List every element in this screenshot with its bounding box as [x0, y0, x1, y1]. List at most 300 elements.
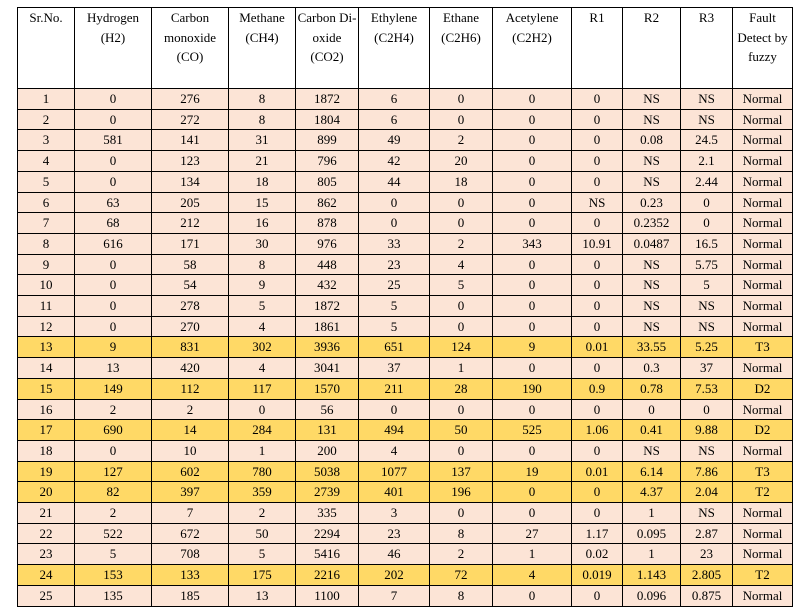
cell-carbon-dioxide: 1872 — [296, 89, 359, 110]
cell-acetylene: 343 — [493, 233, 572, 254]
cell-ethylene: 49 — [359, 130, 430, 151]
cell-carbon-dioxide: 2739 — [296, 482, 359, 503]
cell-fault-detect: Normal — [733, 233, 793, 254]
table-row — [18, 482, 793, 503]
cell-methane: 8 — [229, 89, 296, 110]
cell-fault-detect: Normal — [733, 544, 793, 565]
table-row — [18, 440, 793, 461]
cell-hydrogen: 2 — [75, 503, 152, 524]
cell-r2: 0.41 — [623, 420, 681, 441]
table-row — [18, 565, 793, 586]
cell-ethylene: 0 — [359, 213, 430, 234]
cell-carbon-dioxide: 1861 — [296, 316, 359, 337]
cell-carbon-dioxide: 5416 — [296, 544, 359, 565]
table-row — [18, 523, 793, 544]
cell-acetylene: 0 — [493, 151, 572, 172]
cell-sr-no: 14 — [18, 358, 75, 379]
cell-carbon-dioxide: 805 — [296, 171, 359, 192]
cell-hydrogen: 2 — [75, 399, 152, 420]
cell-r3: 37 — [681, 358, 733, 379]
cell-r2: 0.3 — [623, 358, 681, 379]
cell-acetylene: 190 — [493, 378, 572, 399]
cell-r2: NS — [623, 440, 681, 461]
cell-r1: 0 — [572, 585, 623, 606]
cell-r1: 0 — [572, 254, 623, 275]
cell-sr-no: 23 — [18, 544, 75, 565]
cell-r1: 0 — [572, 503, 623, 524]
table-row — [18, 171, 793, 192]
cell-ethylene: 651 — [359, 337, 430, 358]
cell-methane: 117 — [229, 378, 296, 399]
cell-hydrogen: 135 — [75, 585, 152, 606]
cell-carbon-dioxide: 131 — [296, 420, 359, 441]
cell-sr-no: 9 — [18, 254, 75, 275]
cell-methane: 8 — [229, 109, 296, 130]
cell-hydrogen: 616 — [75, 233, 152, 254]
cell-methane: 284 — [229, 420, 296, 441]
header-ethylene: Ethylene (C2H4) — [359, 8, 430, 89]
cell-r1: 0.02 — [572, 544, 623, 565]
cell-methane: 4 — [229, 316, 296, 337]
cell-r3: NS — [681, 316, 733, 337]
cell-carbon-monoxide: 270 — [152, 316, 229, 337]
cell-carbon-monoxide: 123 — [152, 151, 229, 172]
table-row — [18, 585, 793, 606]
cell-ethylene: 25 — [359, 275, 430, 296]
cell-carbon-dioxide: 1570 — [296, 378, 359, 399]
cell-ethylene: 4 — [359, 440, 430, 461]
cell-fault-detect: Normal — [733, 213, 793, 234]
cell-r1: 0.01 — [572, 337, 623, 358]
cell-carbon-dioxide: 862 — [296, 192, 359, 213]
cell-carbon-monoxide: 134 — [152, 171, 229, 192]
cell-ethylene: 5 — [359, 296, 430, 317]
cell-methane: 1 — [229, 440, 296, 461]
cell-ethane: 1 — [430, 358, 493, 379]
cell-r3: 2.04 — [681, 482, 733, 503]
cell-ethane: 0 — [430, 213, 493, 234]
cell-acetylene: 0 — [493, 192, 572, 213]
cell-r2: 0.08 — [623, 130, 681, 151]
cell-hydrogen: 522 — [75, 523, 152, 544]
cell-sr-no: 8 — [18, 233, 75, 254]
cell-acetylene: 0 — [493, 440, 572, 461]
cell-sr-no: 20 — [18, 482, 75, 503]
cell-r2: 0.2352 — [623, 213, 681, 234]
cell-r1: 10.91 — [572, 233, 623, 254]
cell-acetylene: 0 — [493, 171, 572, 192]
cell-r1: 0.9 — [572, 378, 623, 399]
cell-acetylene: 0 — [493, 482, 572, 503]
cell-fault-detect: Normal — [733, 192, 793, 213]
cell-sr-no: 2 — [18, 109, 75, 130]
cell-carbon-monoxide: 14 — [152, 420, 229, 441]
cell-carbon-dioxide: 2294 — [296, 523, 359, 544]
table-row — [18, 358, 793, 379]
cell-methane: 13 — [229, 585, 296, 606]
header-carbon-dioxide: Carbon Di- oxide (CO2) — [296, 8, 359, 89]
cell-ethane: 50 — [430, 420, 493, 441]
table-row — [18, 296, 793, 317]
cell-sr-no: 25 — [18, 585, 75, 606]
cell-carbon-dioxide: 335 — [296, 503, 359, 524]
cell-methane: 359 — [229, 482, 296, 503]
cell-carbon-monoxide: 185 — [152, 585, 229, 606]
cell-ethane: 5 — [430, 275, 493, 296]
cell-carbon-dioxide: 3041 — [296, 358, 359, 379]
table-row — [18, 461, 793, 482]
table-body — [18, 89, 793, 607]
cell-acetylene: 0 — [493, 358, 572, 379]
cell-fault-detect: D2 — [733, 378, 793, 399]
cell-sr-no: 19 — [18, 461, 75, 482]
cell-r2: 1 — [623, 503, 681, 524]
cell-ethylene: 494 — [359, 420, 430, 441]
cell-r3: 5.25 — [681, 337, 733, 358]
cell-carbon-monoxide: 212 — [152, 213, 229, 234]
cell-ethane: 72 — [430, 565, 493, 586]
cell-sr-no: 4 — [18, 151, 75, 172]
table-row — [18, 109, 793, 130]
cell-sr-no: 15 — [18, 378, 75, 399]
cell-fault-detect: D2 — [733, 420, 793, 441]
table-header — [18, 8, 793, 89]
cell-fault-detect: Normal — [733, 130, 793, 151]
cell-hydrogen: 0 — [75, 109, 152, 130]
cell-r3: 0.875 — [681, 585, 733, 606]
cell-r1: 0 — [572, 275, 623, 296]
cell-r3: 0 — [681, 192, 733, 213]
cell-acetylene: 0 — [493, 109, 572, 130]
header-ethane: Ethane (C2H6) — [430, 8, 493, 89]
cell-fault-detect: T2 — [733, 482, 793, 503]
table-row — [18, 503, 793, 524]
cell-r3: 9.88 — [681, 420, 733, 441]
cell-carbon-dioxide: 899 — [296, 130, 359, 151]
cell-methane: 5 — [229, 544, 296, 565]
cell-r1: 0.019 — [572, 565, 623, 586]
cell-carbon-monoxide: 112 — [152, 378, 229, 399]
cell-ethane: 18 — [430, 171, 493, 192]
cell-carbon-dioxide: 1804 — [296, 109, 359, 130]
cell-methane: 16 — [229, 213, 296, 234]
cell-methane: 4 — [229, 358, 296, 379]
cell-acetylene: 0 — [493, 503, 572, 524]
cell-hydrogen: 690 — [75, 420, 152, 441]
header-carbon-monoxide: Carbon monoxide (CO) — [152, 8, 229, 89]
table-row — [18, 192, 793, 213]
header-acetylene: Acetylene (C2H2) — [493, 8, 572, 89]
cell-r2: NS — [623, 109, 681, 130]
cell-carbon-monoxide: 2 — [152, 399, 229, 420]
cell-acetylene: 0 — [493, 296, 572, 317]
cell-carbon-monoxide: 397 — [152, 482, 229, 503]
cell-carbon-monoxide: 831 — [152, 337, 229, 358]
cell-r2: 0.23 — [623, 192, 681, 213]
cell-acetylene: 0 — [493, 254, 572, 275]
cell-r1: 0 — [572, 316, 623, 337]
cell-r3: 2.87 — [681, 523, 733, 544]
cell-ethane: 0 — [430, 89, 493, 110]
cell-carbon-dioxide: 976 — [296, 233, 359, 254]
cell-ethane: 0 — [430, 296, 493, 317]
cell-fault-detect: Normal — [733, 585, 793, 606]
cell-fault-detect: T2 — [733, 565, 793, 586]
cell-carbon-monoxide: 672 — [152, 523, 229, 544]
cell-carbon-monoxide: 171 — [152, 233, 229, 254]
table-row — [18, 89, 793, 110]
cell-ethane: 0 — [430, 503, 493, 524]
cell-hydrogen: 0 — [75, 171, 152, 192]
header-r3: R3 — [681, 8, 733, 89]
header-fault-detect: Fault Detect by fuzzy — [733, 8, 793, 89]
table-row — [18, 378, 793, 399]
cell-methane: 2 — [229, 503, 296, 524]
cell-acetylene: 0 — [493, 316, 572, 337]
cell-carbon-monoxide: 7 — [152, 503, 229, 524]
cell-fault-detect: Normal — [733, 440, 793, 461]
cell-acetylene: 0 — [493, 275, 572, 296]
cell-carbon-dioxide: 432 — [296, 275, 359, 296]
cell-sr-no: 10 — [18, 275, 75, 296]
cell-fault-detect: Normal — [733, 358, 793, 379]
cell-ethane: 0 — [430, 316, 493, 337]
cell-methane: 5 — [229, 296, 296, 317]
cell-r2: NS — [623, 316, 681, 337]
cell-methane: 302 — [229, 337, 296, 358]
cell-hydrogen: 0 — [75, 316, 152, 337]
cell-ethylene: 202 — [359, 565, 430, 586]
cell-sr-no: 17 — [18, 420, 75, 441]
cell-ethane: 0 — [430, 192, 493, 213]
cell-r2: 0 — [623, 399, 681, 420]
cell-methane: 9 — [229, 275, 296, 296]
cell-r2: 1.143 — [623, 565, 681, 586]
cell-hydrogen: 0 — [75, 275, 152, 296]
cell-sr-no: 13 — [18, 337, 75, 358]
cell-r1: 0.01 — [572, 461, 623, 482]
cell-carbon-monoxide: 420 — [152, 358, 229, 379]
cell-ethylene: 0 — [359, 399, 430, 420]
cell-r2: 6.14 — [623, 461, 681, 482]
cell-methane: 780 — [229, 461, 296, 482]
cell-r2: 33.55 — [623, 337, 681, 358]
cell-r3: 7.86 — [681, 461, 733, 482]
cell-r2: 4.37 — [623, 482, 681, 503]
table-row — [18, 130, 793, 151]
dga-fault-table — [17, 7, 793, 607]
cell-r1: 0 — [572, 358, 623, 379]
cell-hydrogen: 127 — [75, 461, 152, 482]
cell-ethylene: 7 — [359, 585, 430, 606]
cell-carbon-monoxide: 278 — [152, 296, 229, 317]
cell-r3: 7.53 — [681, 378, 733, 399]
cell-hydrogen: 0 — [75, 296, 152, 317]
table-row — [18, 233, 793, 254]
cell-carbon-monoxide: 272 — [152, 109, 229, 130]
cell-methane: 50 — [229, 523, 296, 544]
cell-r3: 5 — [681, 275, 733, 296]
cell-ethylene: 46 — [359, 544, 430, 565]
cell-ethane: 2 — [430, 544, 493, 565]
cell-acetylene: 0 — [493, 89, 572, 110]
cell-methane: 0 — [229, 399, 296, 420]
table-row — [18, 420, 793, 441]
cell-hydrogen: 5 — [75, 544, 152, 565]
cell-fault-detect: T3 — [733, 337, 793, 358]
cell-sr-no: 7 — [18, 213, 75, 234]
cell-ethylene: 3 — [359, 503, 430, 524]
cell-acetylene: 0 — [493, 130, 572, 151]
cell-ethylene: 23 — [359, 523, 430, 544]
cell-carbon-dioxide: 878 — [296, 213, 359, 234]
cell-ethylene: 401 — [359, 482, 430, 503]
cell-carbon-dioxide: 1100 — [296, 585, 359, 606]
cell-sr-no: 24 — [18, 565, 75, 586]
cell-r3: NS — [681, 109, 733, 130]
cell-fault-detect: Normal — [733, 523, 793, 544]
cell-r3: 2.44 — [681, 171, 733, 192]
cell-ethane: 28 — [430, 378, 493, 399]
cell-carbon-monoxide: 58 — [152, 254, 229, 275]
cell-r3: NS — [681, 89, 733, 110]
table-row — [18, 399, 793, 420]
table-row — [18, 544, 793, 565]
table-row — [18, 254, 793, 275]
cell-r3: NS — [681, 296, 733, 317]
header-row — [18, 8, 793, 89]
cell-r2: NS — [623, 275, 681, 296]
table-row — [18, 151, 793, 172]
table-row — [18, 275, 793, 296]
cell-carbon-monoxide: 54 — [152, 275, 229, 296]
cell-fault-detect: Normal — [733, 254, 793, 275]
cell-carbon-dioxide: 3936 — [296, 337, 359, 358]
cell-hydrogen: 0 — [75, 440, 152, 461]
cell-sr-no: 1 — [18, 89, 75, 110]
cell-ethane: 8 — [430, 523, 493, 544]
cell-fault-detect: Normal — [733, 151, 793, 172]
cell-hydrogen: 0 — [75, 89, 152, 110]
cell-r3: NS — [681, 503, 733, 524]
cell-r1: 0 — [572, 399, 623, 420]
cell-carbon-dioxide: 1872 — [296, 296, 359, 317]
cell-fault-detect: Normal — [733, 503, 793, 524]
cell-r2: NS — [623, 254, 681, 275]
cell-r2: 0.095 — [623, 523, 681, 544]
header-r2: R2 — [623, 8, 681, 89]
cell-acetylene: 19 — [493, 461, 572, 482]
cell-sr-no: 11 — [18, 296, 75, 317]
cell-hydrogen: 13 — [75, 358, 152, 379]
cell-r3: 0 — [681, 399, 733, 420]
cell-hydrogen: 149 — [75, 378, 152, 399]
cell-ethylene: 5 — [359, 316, 430, 337]
header-hydrogen: Hydrogen (H2) — [75, 8, 152, 89]
cell-ethylene: 0 — [359, 192, 430, 213]
cell-fault-detect: Normal — [733, 275, 793, 296]
cell-carbon-dioxide: 448 — [296, 254, 359, 275]
cell-ethylene: 1077 — [359, 461, 430, 482]
cell-ethylene: 33 — [359, 233, 430, 254]
header-r1: R1 — [572, 8, 623, 89]
cell-methane: 18 — [229, 171, 296, 192]
cell-r1: 0 — [572, 89, 623, 110]
table-row — [18, 316, 793, 337]
cell-acetylene: 27 — [493, 523, 572, 544]
cell-carbon-dioxide: 200 — [296, 440, 359, 461]
cell-sr-no: 21 — [18, 503, 75, 524]
cell-fault-detect: Normal — [733, 399, 793, 420]
cell-r3: 24.5 — [681, 130, 733, 151]
cell-sr-no: 6 — [18, 192, 75, 213]
cell-r1: 0 — [572, 213, 623, 234]
cell-r1: 0 — [572, 171, 623, 192]
cell-r3: 23 — [681, 544, 733, 565]
cell-r1: 0 — [572, 109, 623, 130]
cell-carbon-monoxide: 10 — [152, 440, 229, 461]
cell-fault-detect: Normal — [733, 89, 793, 110]
header-methane: Methane (CH4) — [229, 8, 296, 89]
cell-sr-no: 16 — [18, 399, 75, 420]
cell-ethylene: 42 — [359, 151, 430, 172]
cell-r2: 0.78 — [623, 378, 681, 399]
cell-fault-detect: Normal — [733, 316, 793, 337]
cell-acetylene: 0 — [493, 585, 572, 606]
cell-carbon-monoxide: 602 — [152, 461, 229, 482]
cell-hydrogen: 0 — [75, 151, 152, 172]
cell-fault-detect: Normal — [733, 109, 793, 130]
cell-carbon-dioxide: 5038 — [296, 461, 359, 482]
cell-r1: 0 — [572, 151, 623, 172]
cell-r1: NS — [572, 192, 623, 213]
cell-r3: 2.1 — [681, 151, 733, 172]
cell-fault-detect: Normal — [733, 296, 793, 317]
cell-fault-detect: Normal — [733, 171, 793, 192]
cell-r2: NS — [623, 151, 681, 172]
cell-ethane: 137 — [430, 461, 493, 482]
cell-methane: 21 — [229, 151, 296, 172]
cell-r1: 1.06 — [572, 420, 623, 441]
cell-carbon-monoxide: 276 — [152, 89, 229, 110]
cell-hydrogen: 153 — [75, 565, 152, 586]
cell-r1: 0 — [572, 130, 623, 151]
cell-carbon-dioxide: 2216 — [296, 565, 359, 586]
cell-hydrogen: 9 — [75, 337, 152, 358]
header-sr-no: Sr.No. — [18, 8, 75, 89]
cell-hydrogen: 63 — [75, 192, 152, 213]
cell-methane: 15 — [229, 192, 296, 213]
cell-sr-no: 12 — [18, 316, 75, 337]
cell-carbon-monoxide: 708 — [152, 544, 229, 565]
cell-carbon-monoxide: 133 — [152, 565, 229, 586]
cell-ethane: 0 — [430, 399, 493, 420]
cell-ethane: 8 — [430, 585, 493, 606]
cell-r2: 1 — [623, 544, 681, 565]
cell-r2: NS — [623, 171, 681, 192]
table-row — [18, 213, 793, 234]
cell-r1: 0 — [572, 440, 623, 461]
cell-r2: NS — [623, 296, 681, 317]
cell-r3: 2.805 — [681, 565, 733, 586]
cell-sr-no: 5 — [18, 171, 75, 192]
cell-carbon-monoxide: 205 — [152, 192, 229, 213]
cell-acetylene: 0 — [493, 213, 572, 234]
cell-carbon-monoxide: 141 — [152, 130, 229, 151]
cell-r1: 1.17 — [572, 523, 623, 544]
cell-hydrogen: 68 — [75, 213, 152, 234]
cell-ethane: 4 — [430, 254, 493, 275]
